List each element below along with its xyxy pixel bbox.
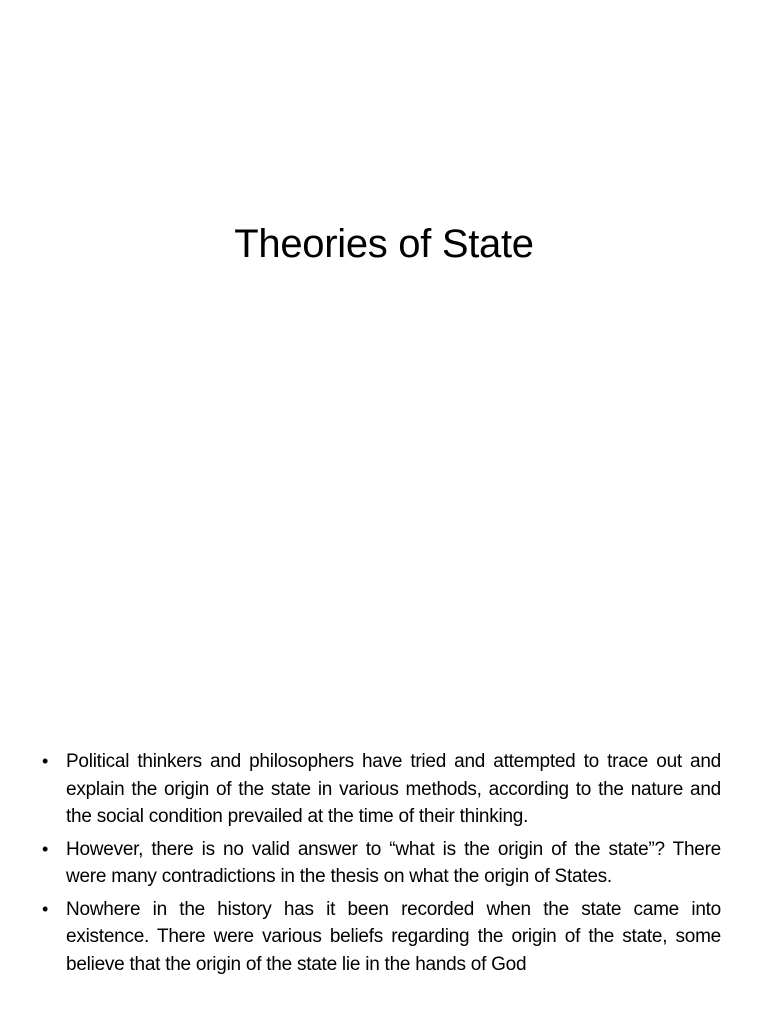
bullet-dot-icon: •	[42, 838, 49, 859]
bullet-list	[40, 748, 721, 983]
content-slide	[0, 730, 768, 1024]
bullet-dot-icon: •	[42, 751, 49, 771]
bullet-dot-icon: •	[42, 898, 49, 919]
bullet-text: However, there is no valid answer to “what is the origin of the state”? There were many contradictions in the thesis on what the origin of States.	[66, 838, 721, 887]
bullet-item	[40, 896, 721, 979]
bullet-text: Nowhere in the history has it been recorded when the state came into existence. There were various beliefs regarding the origin of the state, some believe that the origin of the state lie in the hands of God	[66, 898, 721, 975]
slide-title: Theories of State	[234, 222, 534, 266]
bullet-text: Political thinkers and philosophers have tried and attempted to trace out and explain the origin of the state in various methods, according to the nature and the social condition prevailed at the time of their thinking.	[66, 751, 721, 827]
bullet-item	[40, 836, 721, 891]
bullet-item	[40, 748, 721, 831]
